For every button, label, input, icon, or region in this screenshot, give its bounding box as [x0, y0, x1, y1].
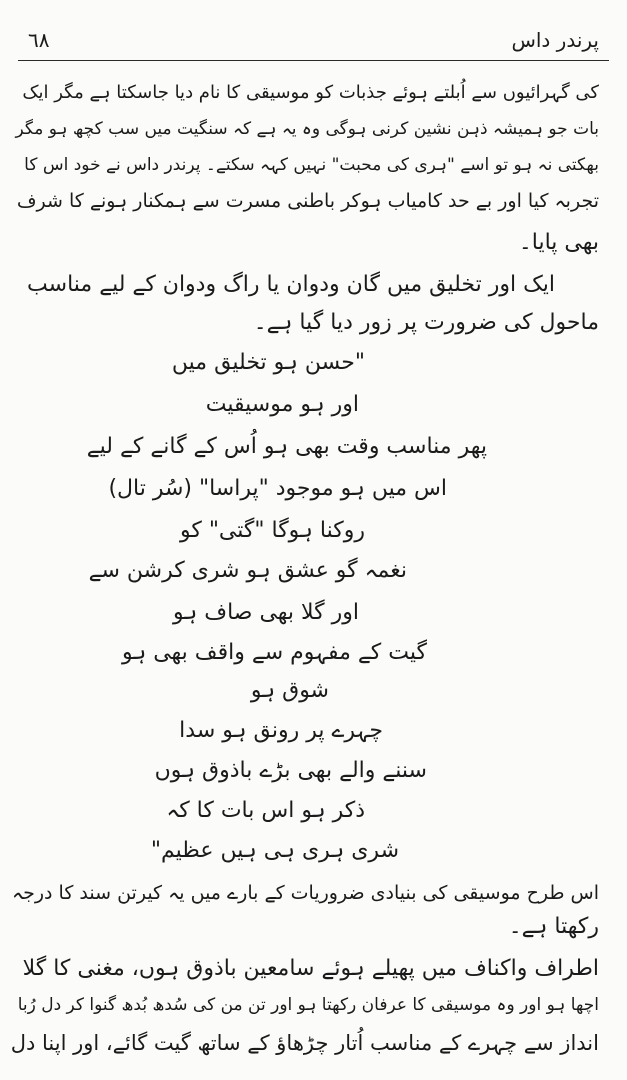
- poem-line-13: شری ہری ہی ہیں عظیم": [150, 838, 399, 863]
- body-line-1: کی گہرائیوں سے اُبلتے ہوئے جذبات کو موسیقی کا نام دیا جاسکتا ہے مگر ایک: [22, 82, 599, 103]
- poem-line-3: پھر مناسب وقت بھی ہو اُس کے گانے کے لیے: [86, 434, 487, 459]
- page-header: [18, 26, 609, 61]
- body-line-5: بھی پایا۔: [518, 230, 599, 255]
- poem-line-10: چہرے پر رونق ہو سدا: [179, 718, 383, 743]
- body-line-7: ماحول کی ضرورت پر زور دیا گیا ہے۔: [253, 310, 599, 335]
- body-line-3: بھکتی نہ ہو تو اسے "ہری کی محبت" نہیں کہہ سکتے۔ پرندر داس نے خود اس کا: [24, 155, 599, 175]
- body-line-9: رکھتا ہے۔: [508, 914, 599, 939]
- body-line-4: تجربہ کیا اور بے حد کامیاب ہوکر باطنی مسرت سے ہمکنار ہونے کا شرف: [16, 190, 599, 212]
- body-line-11: اچھا ہو اور وہ موسیقی کا عرفان رکھتا ہو اور تن من کی سُدھ بُدھ گنوا کر دل رُبا: [17, 995, 599, 1015]
- body-line-8: اس طرح موسیقی کی بنیادی ضروریات کے بارے میں یہ کیرتن سند کا درجہ: [12, 882, 599, 904]
- poem-line-2: اور ہو موسیقیت: [205, 392, 359, 417]
- poem-line-9: شوق ہو: [250, 678, 329, 703]
- poem-line-6: نغمہ گو عشق ہو شری کرشن سے: [88, 558, 407, 583]
- poem-line-1: "حسن ہو تخلیق میں: [171, 350, 365, 375]
- running-title: پرندر داس: [511, 28, 599, 52]
- poem-line-5: روکنا ہوگا "گتی" کو: [179, 518, 365, 543]
- poem-line-11: سننے والے بھی بڑے باذوق ہوں: [154, 758, 427, 783]
- body-line-6: ایک اور تخلیق میں گان ودوان یا راگ ودوان کے لیے مناسب: [27, 272, 555, 297]
- poem-line-8: گیت کے مفہوم سے واقف بھی ہو: [121, 640, 427, 665]
- body-line-10: اطراف واکناف میں پھیلے ہوئے سامعین باذوق ہوں، مغنی کا گلا: [22, 956, 599, 981]
- poem-line-7: اور گلا بھی صاف ہو: [173, 600, 359, 625]
- poem-line-4: اس میں ہو موجود "پراسا" (سُر تال): [108, 476, 447, 501]
- body-line-2: بات جو ہمیشہ ذہن نشین کرنی ہوگی وہ یہ ہے کہ سنگیت میں سب کچھ ہو مگر: [15, 119, 599, 139]
- poem-line-12: ذکر ہو اس بات کا کہ: [166, 798, 365, 823]
- page-number: ٦٨: [28, 28, 50, 52]
- body-line-12: انداز سے چہرے کے مناسب اُتار چڑھاؤ کے ساتھ گیت گائے، اور اپنا دل: [10, 1031, 599, 1055]
